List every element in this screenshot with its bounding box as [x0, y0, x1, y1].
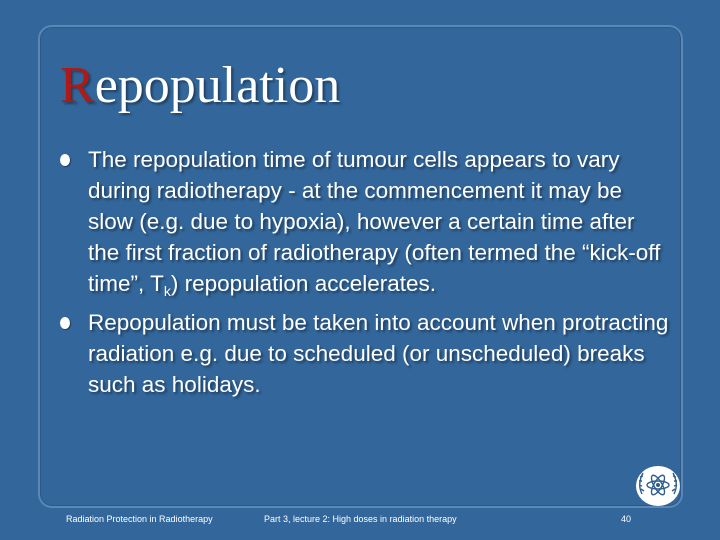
bullet-text: Repopulation must be taken into account when protracting radiation e.g. due to scheduled (or unscheduled) breaks such as holidays. — [88, 310, 669, 397]
bullet-text-part: The repopulation time of tumour cells appears to vary during radiotherapy - at the commencement it may be slow (e.g. due to hypoxia), however a certain time after the first fraction of radiotherapy (often termed the “kick-off time”, T — [88, 147, 661, 296]
bullet-text-part: ) repopulation accelerates. — [170, 271, 436, 296]
title-rest: epopulation — [94, 57, 341, 114]
slide-title — [60, 56, 340, 116]
footer-page-number: 40 — [621, 514, 632, 524]
un-atom-emblem-icon — [632, 464, 684, 508]
bullet-item-repopulation-time — [60, 144, 670, 307]
title-first-letter: R — [60, 57, 95, 114]
bullet-dot-icon — [60, 154, 70, 166]
bullet-dot-icon — [60, 317, 70, 329]
subscript-k: k — [163, 283, 171, 299]
footer-lecture-title: Part 3, lecture 2: High doses in radiation therapy — [264, 514, 457, 524]
bullet-item-protraction — [60, 307, 670, 400]
footer-course-title: Radiation Protection in Radiotherapy — [66, 514, 213, 524]
bullet-list — [60, 144, 670, 400]
